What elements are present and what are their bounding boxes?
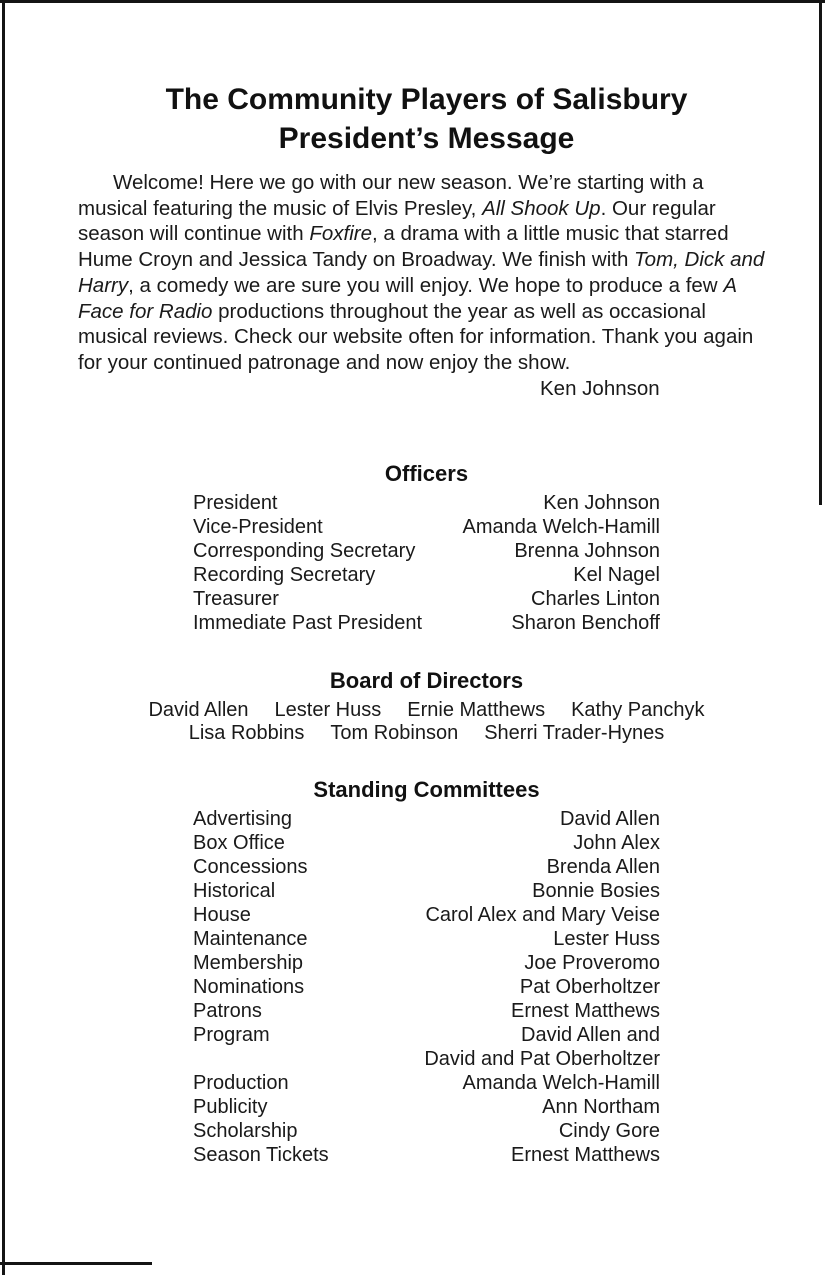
committees-list (193, 807, 660, 1167)
committee-label: Program (193, 1024, 270, 1047)
president-signature: Ken Johnson (540, 376, 660, 400)
show-title-italic: Foxfire (309, 222, 372, 246)
committee-name: Ann Northam (542, 1096, 660, 1119)
committee-name: John Alex (573, 832, 660, 855)
message-text-segment: . Our regular season will continue with (78, 196, 716, 246)
officer-name: Brenna Johnson (514, 540, 660, 563)
committee-label: Concessions (193, 856, 308, 879)
officer-row (193, 587, 660, 611)
committee-name: Amanda Welch-Hamill (462, 1072, 660, 1095)
committee-label: Advertising (193, 808, 292, 831)
officers-heading: Officers (384, 461, 469, 487)
standing-committees-heading: Standing Committees (313, 777, 540, 803)
committee-name: David and Pat Oberholtzer (424, 1048, 660, 1071)
committee-row (193, 927, 660, 951)
committee-name: Lester Huss (553, 928, 660, 951)
committee-name: Ernest Matthews (511, 1000, 660, 1023)
officer-name: Ken Johnson (543, 492, 660, 515)
committee-row (193, 879, 660, 903)
committee-row (193, 1119, 660, 1143)
officer-row (193, 563, 660, 587)
message-text-segment: productions throughout the year as well as occasional musical reviews. Check our website often for information. Thank you again for your continued patronage and now enjoy the show. (78, 299, 754, 374)
officer-row (193, 515, 660, 539)
officer-name: Kel Nagel (573, 564, 660, 587)
committee-row (193, 1047, 660, 1071)
board-member-name: Sherri Trader-Hynes (484, 722, 665, 745)
officer-row (193, 611, 660, 635)
committee-label: Patrons (193, 1000, 262, 1023)
officer-row (193, 491, 660, 515)
committee-row (193, 903, 660, 927)
presidents-message-paragraph (78, 170, 775, 376)
officer-label: Corresponding Secretary (193, 540, 416, 563)
board-members-line (78, 699, 775, 722)
committee-row (193, 855, 660, 879)
board-member-name: Lester Huss (274, 699, 382, 722)
committee-row (193, 951, 660, 975)
committee-label: Publicity (193, 1096, 268, 1119)
officers-list (193, 491, 660, 635)
committee-row (193, 1023, 660, 1047)
committee-name: Pat Oberholtzer (519, 976, 660, 999)
committee-name: Cindy Gore (558, 1120, 660, 1143)
page-title-line1: The Community Players of Salisbury (165, 83, 688, 116)
committee-label: Box Office (193, 832, 285, 855)
officer-name: Amanda Welch-Hamill (462, 516, 660, 539)
show-title-italic: Tom, Dick and Harry (78, 248, 765, 297)
show-title-italic: A Face for Radio (78, 273, 737, 323)
committee-name: Ernest Matthews (511, 1144, 660, 1167)
board-members-line (78, 722, 775, 745)
board-of-directors-heading: Board of Directors (329, 668, 524, 694)
officer-label: Vice-President (193, 516, 323, 539)
page-title (78, 0, 775, 158)
committee-label: Nominations (193, 976, 305, 999)
message-text-segment: , a comedy we are sure you will enjoy. We hope to produce a few (128, 273, 724, 297)
board-member-name: Lisa Robbins (188, 722, 305, 745)
committee-row (193, 1095, 660, 1119)
committee-label: House (193, 904, 251, 927)
message-text-segment: Welcome! Here we go with our new season. We’re starting with a musical featuring the music of Elvis Presley, (78, 171, 704, 220)
show-title-italic: All Shook Up (482, 196, 601, 220)
committee-row (193, 999, 660, 1023)
committee-label: Historical (193, 880, 276, 903)
officer-name: Sharon Benchoff (511, 612, 660, 635)
committee-name: Joe Proveromo (524, 952, 660, 975)
officer-label: Immediate Past President (193, 612, 422, 635)
officer-label: Treasurer (193, 588, 279, 611)
committee-label: Membership (193, 952, 304, 975)
board-member-name: Kathy Panchyk (571, 699, 705, 722)
committee-label: Season Tickets (193, 1144, 329, 1167)
officer-name: Charles Linton (531, 588, 660, 611)
board-member-name: Tom Robinson (330, 722, 459, 745)
officer-label: President (193, 492, 278, 515)
committee-name: Carol Alex and Mary Veise (425, 904, 660, 927)
message-text-segment: , a drama with a little music that starred Hume Croyn and Jessica Tandy on Broadway. We finish with (78, 222, 729, 272)
committee-name: Brenda Allen (546, 856, 660, 879)
committee-label: Production (193, 1072, 289, 1095)
committee-name: Bonnie Bosies (532, 880, 660, 903)
committee-name: David Allen and (521, 1024, 660, 1047)
officer-row (193, 539, 660, 563)
committee-row (193, 807, 660, 831)
board-members-list (78, 699, 775, 745)
committee-row (193, 1143, 660, 1167)
committee-row (193, 975, 660, 999)
board-member-name: Ernie Matthews (407, 699, 546, 722)
committee-label: Scholarship (193, 1120, 298, 1143)
board-member-name: David Allen (148, 699, 249, 722)
committee-row (193, 1071, 660, 1095)
page-title-line2: President’s Message (278, 122, 575, 155)
officer-label: Recording Secretary (193, 564, 376, 587)
committee-label: Maintenance (193, 928, 308, 951)
committee-row (193, 831, 660, 855)
committee-name: David Allen (559, 808, 660, 831)
